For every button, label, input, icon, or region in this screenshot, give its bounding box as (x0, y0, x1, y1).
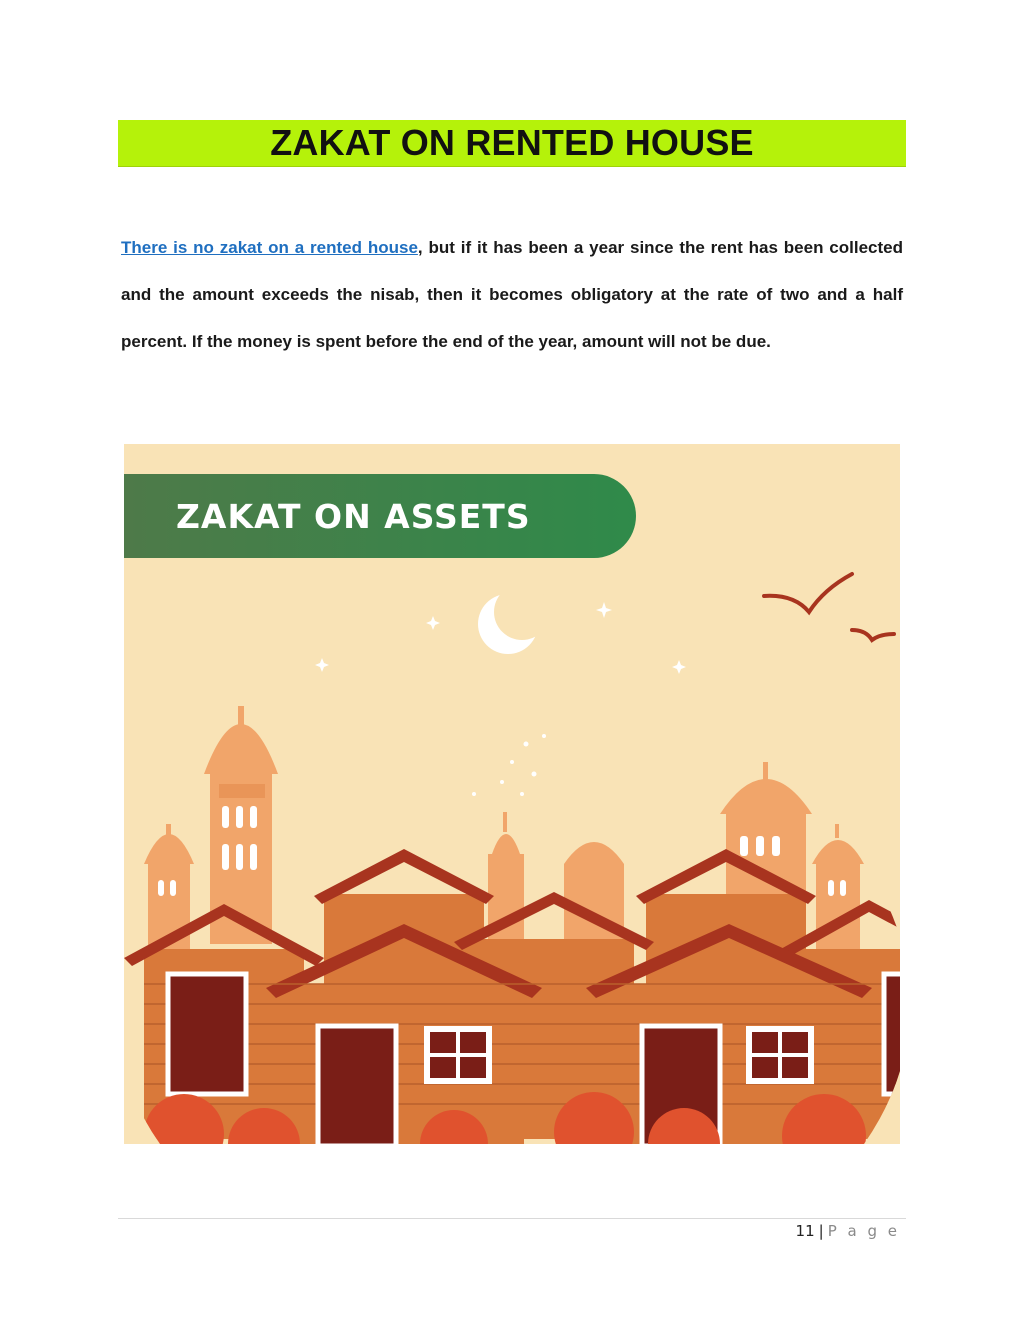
paragraph-text: , but if it has been a year since the rent has been collected and the amount exceeds the nisab, then it becomes obligatory at the rate of two and a half percent. If the money is spent before the end of the year, amount will not be due. (121, 238, 903, 351)
rented-house-link[interactable]: There is no zakat on a rented house (121, 238, 418, 257)
footer-divider (118, 1218, 906, 1219)
body-paragraph (121, 224, 903, 365)
page-footer (796, 1222, 900, 1240)
footer-separator: | (818, 1222, 824, 1240)
page-number: 11 (795, 1222, 815, 1240)
banner-text: ZAKAT ON ASSETS (176, 497, 531, 536)
zakat-illustration (124, 444, 900, 1144)
page-title: ZAKAT ON RENTED HOUSE (270, 122, 754, 163)
page-label: P a g e (827, 1222, 900, 1240)
heading-banner (118, 120, 906, 167)
